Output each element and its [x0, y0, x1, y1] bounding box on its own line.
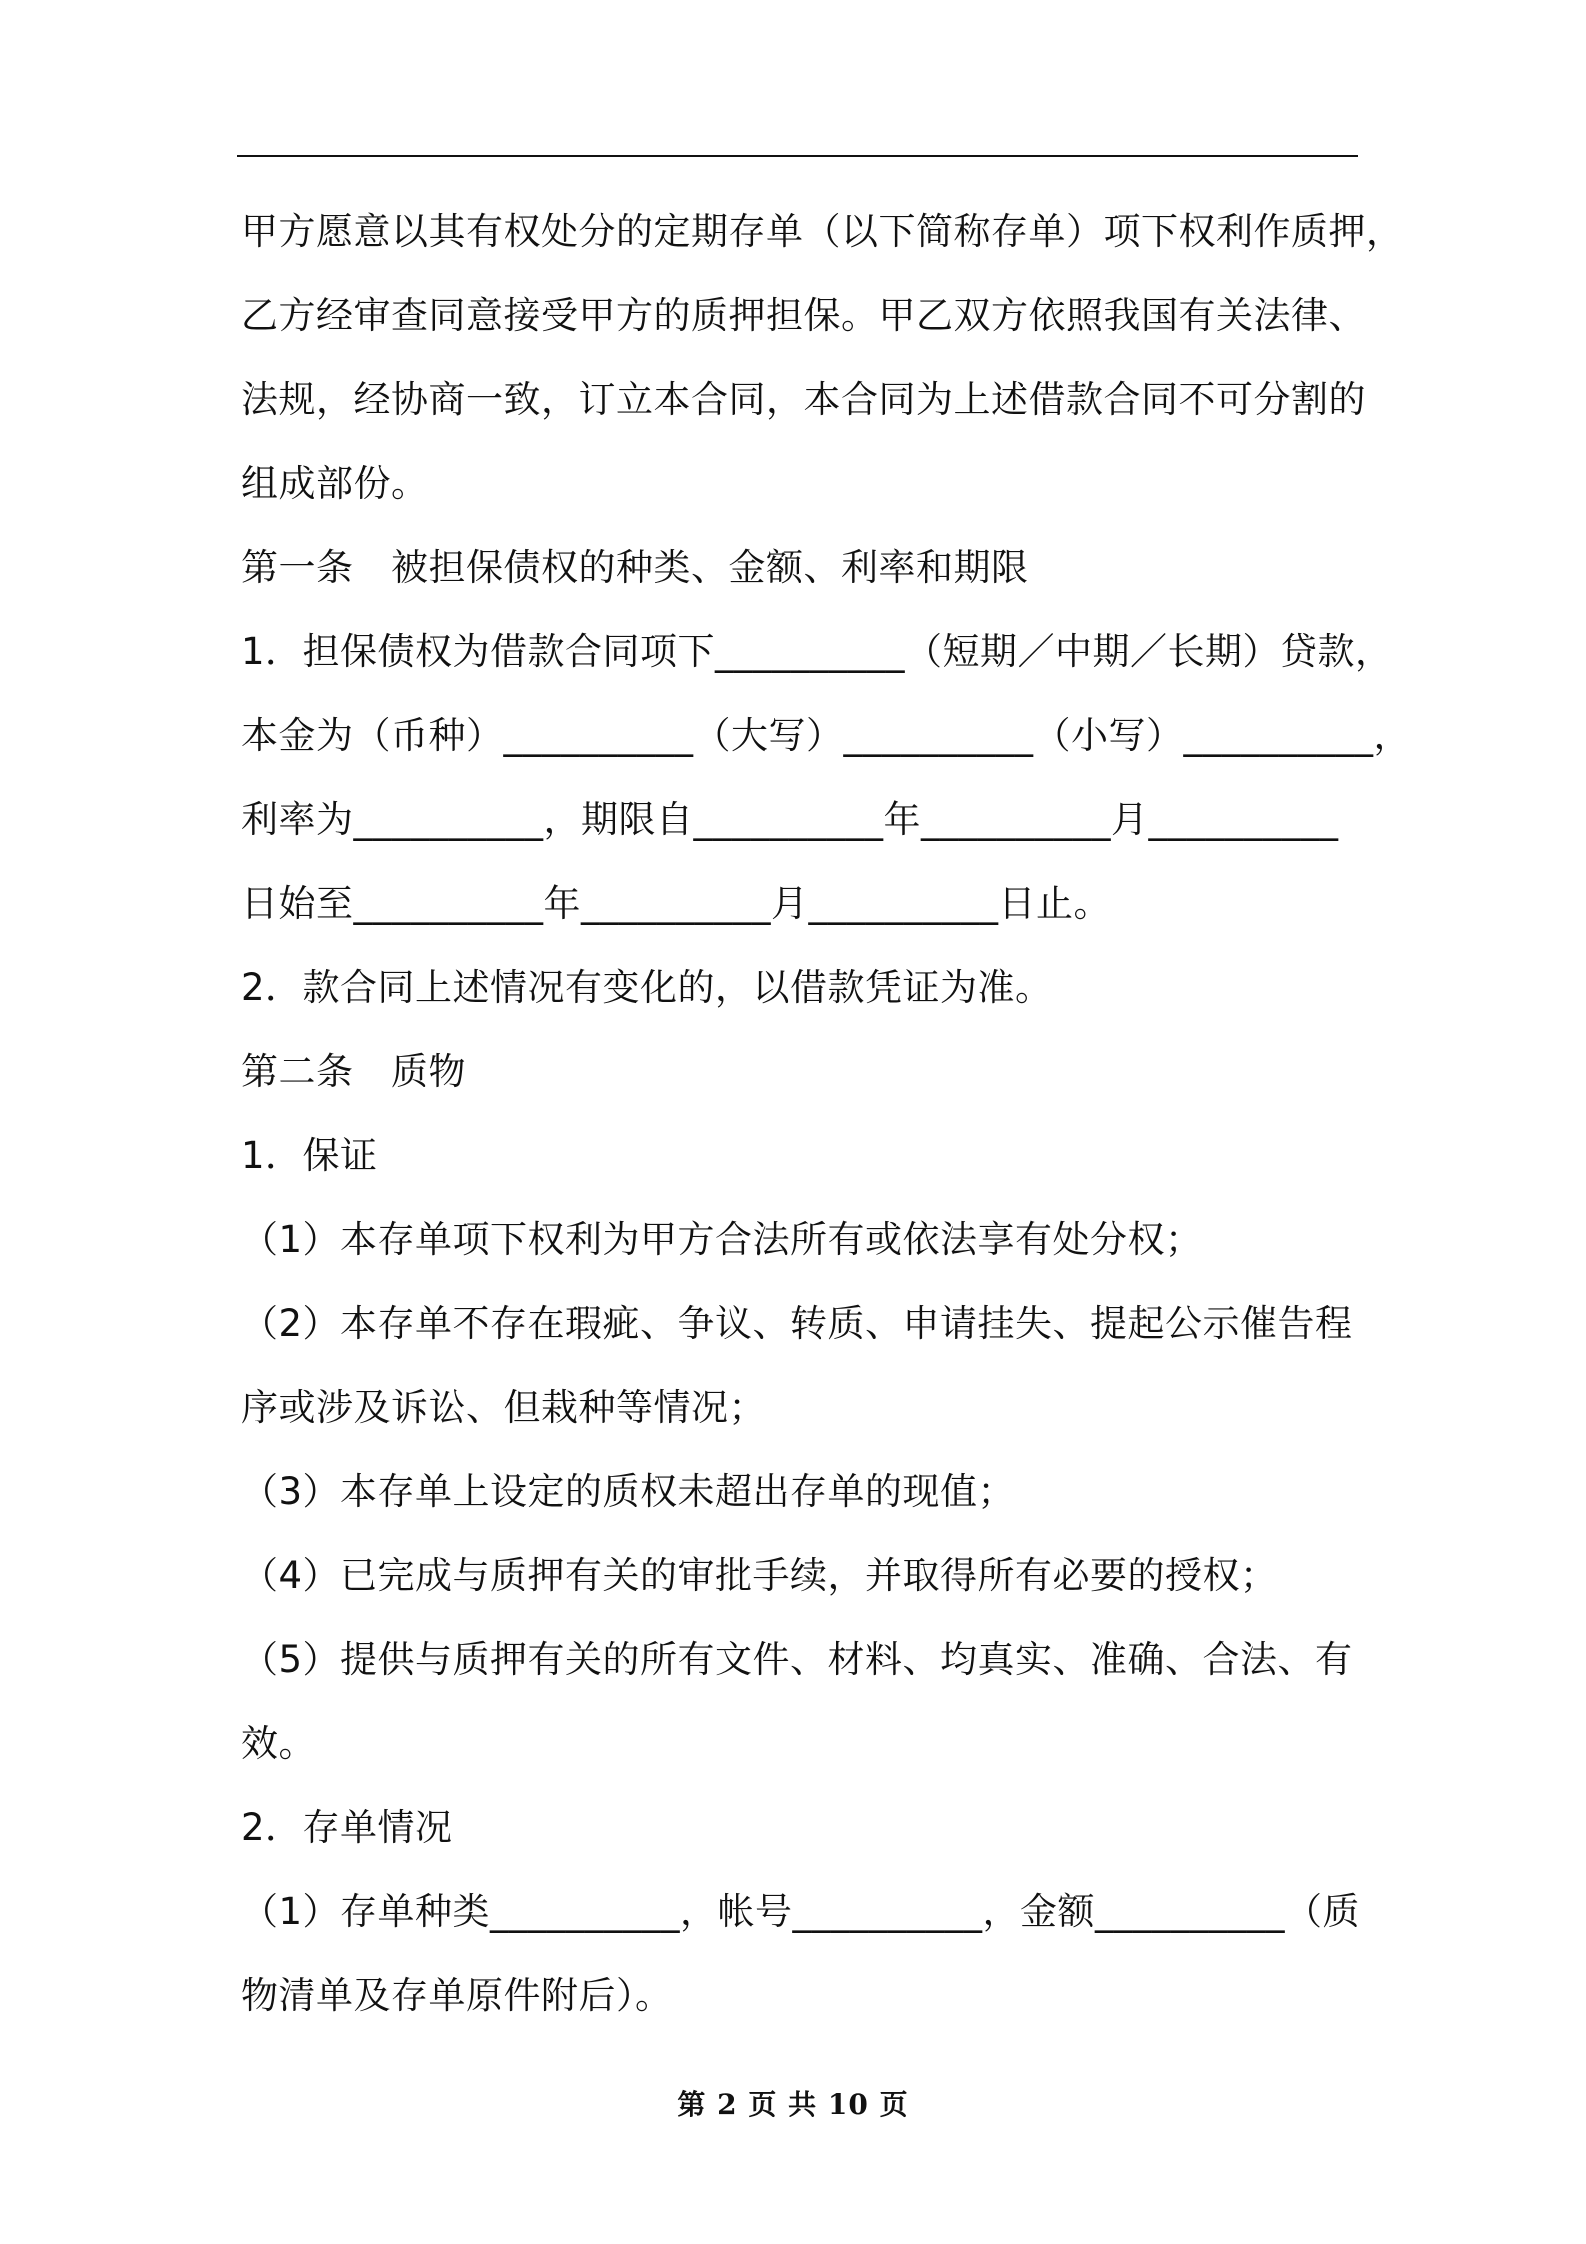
list-item: （1）本存单项下权利为甲方合法所有或依法享有处分权； [241, 1218, 1203, 1261]
text-line: 利率为__________，期限自__________年__________月__________ [241, 798, 1339, 841]
article-heading: 第二条 质物 [241, 1050, 466, 1093]
document-body [241, 201, 1411, 2049]
page-number-footer: 第 2 页 共 10 页 [677, 2088, 909, 2121]
text-line: 效。 [241, 1722, 316, 1765]
list-item: （5）提供与质押有关的所有文件、材料、均真实、准确、合法、有 [241, 1638, 1353, 1681]
text-line: 甲方愿意以其有权处分的定期存单（以下简称存单）项下权利作质押， [241, 210, 1404, 253]
text-line: 法规，经协商一致，订立本合同，本合同为上述借款合同不可分割的 [241, 378, 1366, 421]
text-line: 1．担保债权为借款合同项下__________（短期／中期／长期）贷款， [241, 630, 1393, 673]
text-line: 日始至__________年__________月__________日止。 [241, 882, 1111, 925]
list-item: （4）已完成与质押有关的审批手续，并取得所有必要的授权； [241, 1554, 1278, 1597]
text-line: 序或涉及诉讼、但栽种等情况； [241, 1386, 766, 1429]
text-line: 2．款合同上述情况有变化的，以借款凭证为准。 [241, 966, 1053, 1009]
text-line: 物清单及存单原件附后）。 [241, 1974, 673, 2017]
list-item: （2）本存单不存在瑕疵、争议、转质、申请挂失、提起公示催告程 [241, 1302, 1353, 1345]
text-line: 组成部份。 [241, 462, 429, 505]
article-heading: 第一条 被担保债权的种类、金额、利率和期限 [241, 546, 1029, 589]
text-line: 乙方经审查同意接受甲方的质押担保。甲乙双方依照我国有关法律、 [241, 294, 1366, 337]
text-line: 本金为（币种）__________（大写）__________（小写）__________， [241, 714, 1411, 757]
list-item: （1）存单种类__________，帐号__________，金额__________（质 [241, 1890, 1361, 1933]
section-heading: 1．保证 [241, 1134, 378, 1177]
list-item: （3）本存单上设定的质权未超出存单的现值； [241, 1470, 1016, 1513]
header-rule [237, 155, 1358, 157]
section-heading: 2．存单情况 [241, 1806, 453, 1849]
